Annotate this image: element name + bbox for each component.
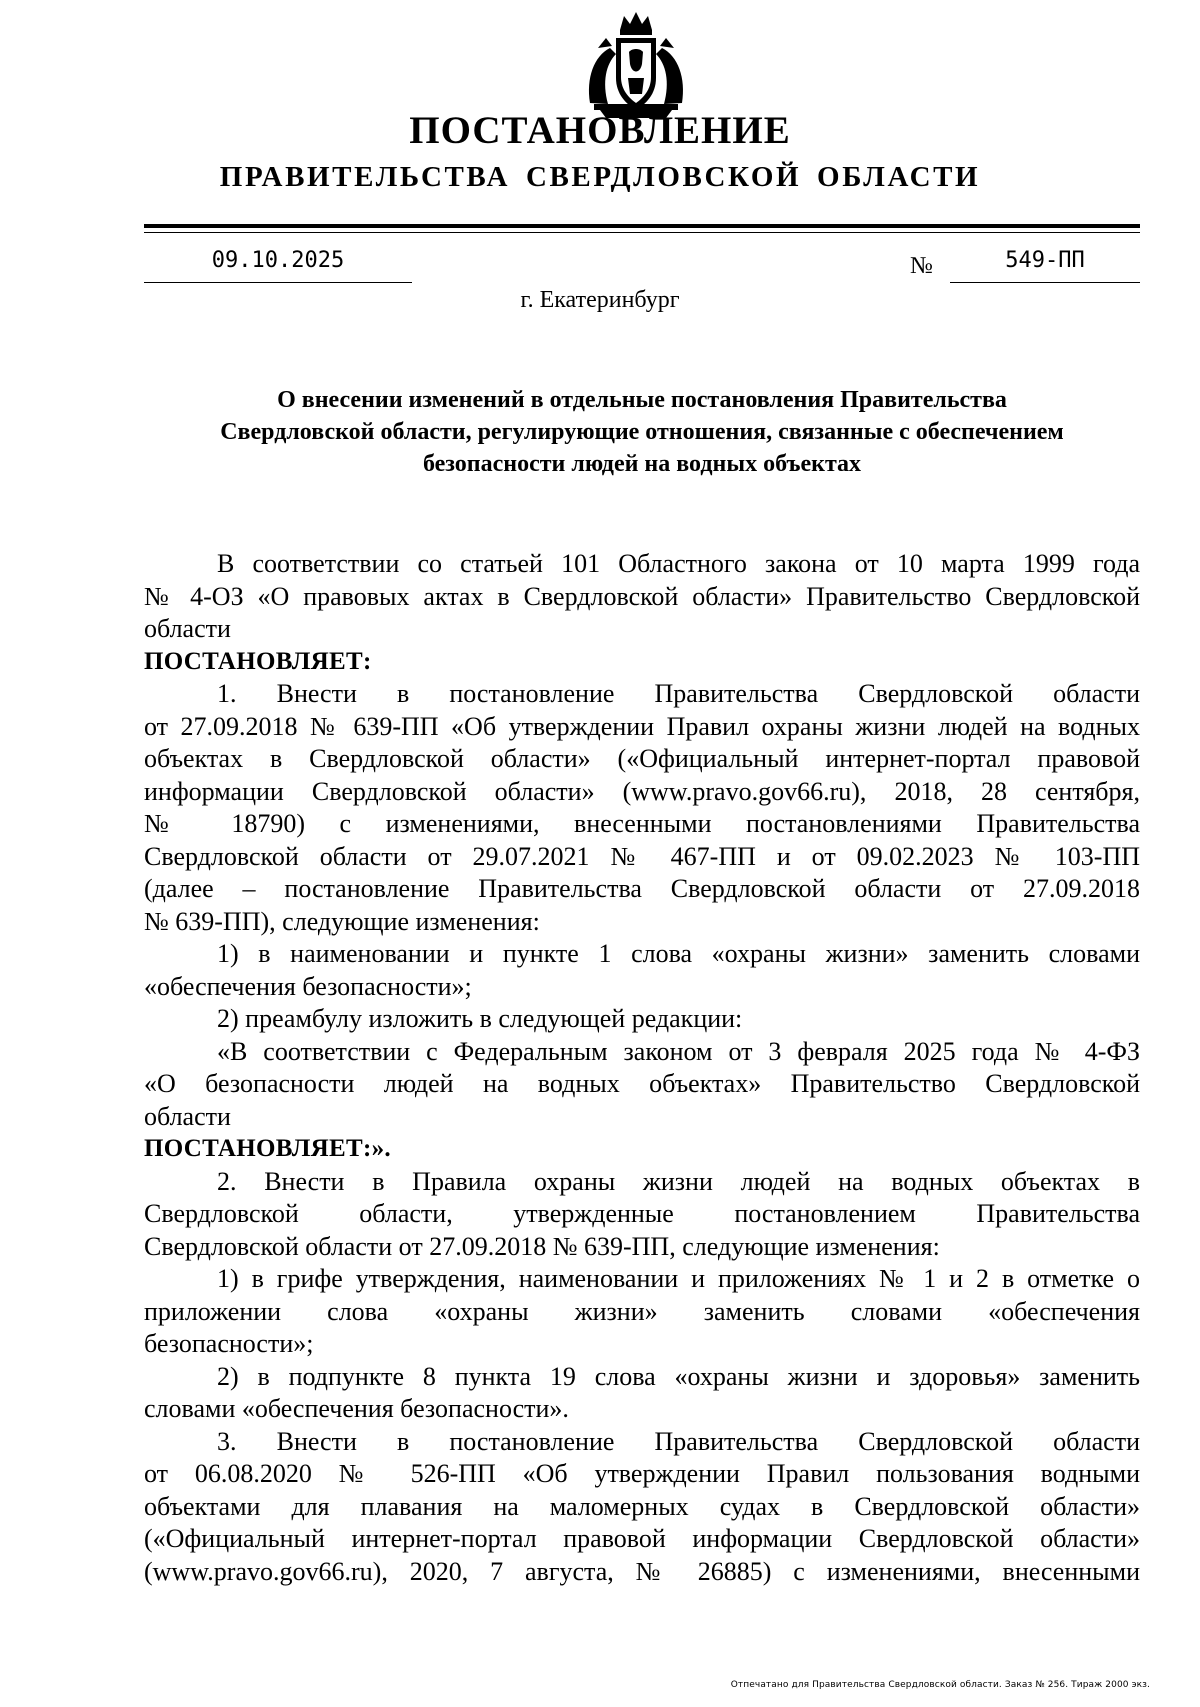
header-divider-thick bbox=[144, 224, 1140, 228]
document-date: 09.10.2025 bbox=[211, 248, 345, 273]
body-line: («Официальный интернет-портал правовой информации Свердловской области» bbox=[144, 1524, 1140, 1553]
body-line: 1) в наименовании и пункте 1 слова «охраны жизни» заменить словами bbox=[217, 939, 1140, 968]
body-line: Свердловской области от 29.07.2021 № 467-ПП и от 09.02.2023 № 103-ПП bbox=[144, 841, 1140, 871]
body-line: приложении слова «охраны жизни» заменить словами «обеспечения bbox=[144, 1296, 1140, 1326]
document-body bbox=[144, 548, 1140, 1588]
header-divider-thin bbox=[144, 232, 1140, 233]
number-underline bbox=[950, 282, 1140, 283]
body-line: объектами для плавания на маломерных судах в Свердловской области» bbox=[144, 1491, 1140, 1521]
body-line: (далее – постановление Правительства Свердловской области от 27.09.2018 bbox=[144, 874, 1140, 903]
number-sign: № bbox=[910, 253, 933, 279]
issuer-heading: ПРАВИТЕЛЬСТВА СВЕРДЛОВСКОЙ ОБЛАСТИ bbox=[219, 161, 981, 193]
coat-of-arms-icon bbox=[580, 8, 692, 120]
body-line: «В соответствии с Федеральным законом от 3 февраля 2025 года № 4-ФЗ bbox=[217, 1036, 1140, 1066]
title-line: О внесении изменений в отдельные постановления Правительства bbox=[277, 387, 1007, 413]
body-line: безопасности»; bbox=[144, 1329, 314, 1358]
body-line: (www.pravo.gov66.ru), 2020, 7 августа, № 26885) с изменениями, внесенными bbox=[144, 1556, 1140, 1586]
document-title bbox=[144, 384, 1140, 480]
body-line: от 27.09.2018 № 639-ПП «Об утверждении Правил охраны жизни людей на водных bbox=[144, 711, 1140, 741]
date-underline bbox=[144, 282, 412, 283]
body-line: № 18790) с изменениями, внесенными постановлениями Правительства bbox=[144, 809, 1140, 838]
body-line: 1. Внести в постановление Правительства Свердловской области bbox=[217, 679, 1140, 708]
title-line: Свердловской области, регулирующие отношения, связанные с обеспечением bbox=[220, 419, 1064, 445]
body-line: Свердловской области, утвержденные постановлением Правительства bbox=[144, 1199, 1140, 1228]
body-line: № 639-ПП), следующие изменения: bbox=[144, 906, 540, 936]
body-line: информации Свердловской области» (www.pravo.gov66.ru), 2018, 28 сентября, bbox=[144, 776, 1140, 806]
body-line: 2. Внести в Правила охраны жизни людей на водных объектах в bbox=[217, 1166, 1140, 1196]
decree-keyword: ПОСТАНОВЛЯЕТ: bbox=[144, 647, 372, 675]
body-line: словами «обеспечения безопасности». bbox=[144, 1394, 569, 1423]
print-footer-note: Отпечатано для Правительства Свердловской области. Заказ № 256. Тираж 2000 экз. bbox=[730, 1680, 1150, 1690]
body-line: Свердловской области от 27.09.2018 № 639-ПП, следующие изменения: bbox=[144, 1231, 940, 1261]
body-line: от 06.08.2020 № 526-ПП «Об утверждении Правил пользования водными bbox=[144, 1459, 1140, 1488]
body-line: «обеспечения безопасности»; bbox=[144, 971, 472, 1001]
body-line: области bbox=[144, 614, 231, 643]
body-line: 2) преамбулу изложить в следующей редакции: bbox=[217, 1004, 743, 1033]
body-line: области bbox=[144, 1101, 231, 1131]
body-line: 2) в подпункте 8 пункта 19 слова «охраны жизни и здоровья» заменить bbox=[217, 1361, 1140, 1391]
body-line: № 4-ОЗ «О правовых актах в Свердловской области» Правительство Свердловской bbox=[144, 581, 1140, 611]
body-line: 3. Внести в постановление Правительства Свердловской области bbox=[217, 1426, 1140, 1456]
document-type-heading: ПОСТАНОВЛЕНИЕ bbox=[409, 109, 791, 152]
issue-city: г. Екатеринбург bbox=[520, 287, 680, 313]
decree-keyword: ПОСТАНОВЛЯЕТ:». bbox=[144, 1135, 391, 1162]
body-line: В соответствии со статьей 101 Областного закона от 10 марта 1999 года bbox=[217, 549, 1140, 578]
document-number: 549-ПП bbox=[1005, 248, 1085, 273]
body-line: «О безопасности людей на водных объектах» Правительство Свердловской bbox=[144, 1069, 1140, 1098]
title-line: безопасности людей на водных объектах bbox=[422, 451, 862, 477]
body-line: объектах в Свердловской области» («Официальный интернет-портал правовой bbox=[144, 744, 1140, 773]
body-line: 1) в грифе утверждения, наименовании и приложениях № 1 и 2 в отметке о bbox=[217, 1264, 1140, 1293]
